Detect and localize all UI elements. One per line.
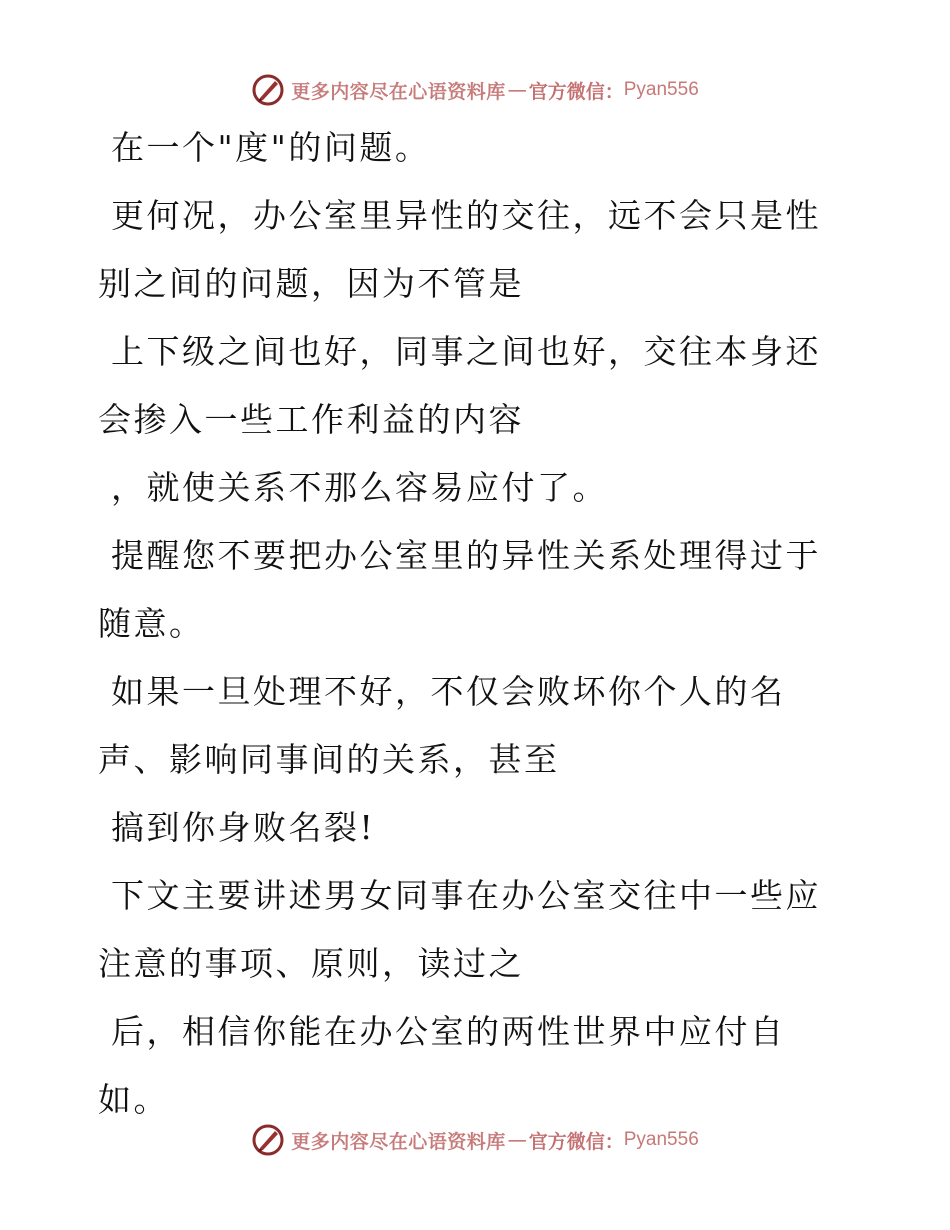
- header-banner: [0, 70, 950, 110]
- banner-wechat-id: Pyan556: [623, 1129, 699, 1150]
- banner-title: 更多内容尽在心语资料库: [291, 80, 506, 103]
- banner-dash: —: [507, 79, 527, 101]
- banner-wechat-id: Pyan556: [623, 79, 699, 100]
- pen-logo-icon: [251, 73, 285, 107]
- paragraph: 下文主要讲述男女同事在办公室交往中一些应注意的事项、原则，读过之: [98, 876, 821, 983]
- paragraph: ，就使关系不那么容易应付了。: [98, 468, 608, 507]
- banner-wechat-label: 官方微信：: [528, 1130, 624, 1153]
- banner-dash: —: [507, 1129, 527, 1151]
- banner-title: 更多内容尽在心语资料库: [291, 1130, 506, 1153]
- banner-wechat-label: 官方微信：: [528, 80, 624, 103]
- paragraph: 如果一旦处理不好，不仅会败坏你个人的名声、影响同事间的关系，甚至: [98, 672, 786, 779]
- paragraph: 搞到你身败名裂!: [98, 808, 376, 847]
- paragraph: 在一个"度"的问题。: [98, 128, 431, 167]
- pen-logo-icon: [251, 1123, 285, 1157]
- footer-banner: [0, 1120, 950, 1160]
- paragraph: 更何况，办公室里异性的交往，远不会只是性别之间的问题，因为不管是: [98, 196, 821, 303]
- paragraph: 后，相信你能在办公室的两性世界中应付自如。: [98, 1012, 786, 1119]
- paragraph: 上下级之间也好，同事之间也好，交往本身还会掺入一些工作利益的内容: [98, 332, 821, 439]
- header-banner-content: [251, 73, 699, 107]
- document-body: [98, 114, 838, 1134]
- footer-banner-content: [251, 1123, 699, 1157]
- paragraph: 提醒您不要把办公室里的异性关系处理得过于随意。: [98, 536, 821, 643]
